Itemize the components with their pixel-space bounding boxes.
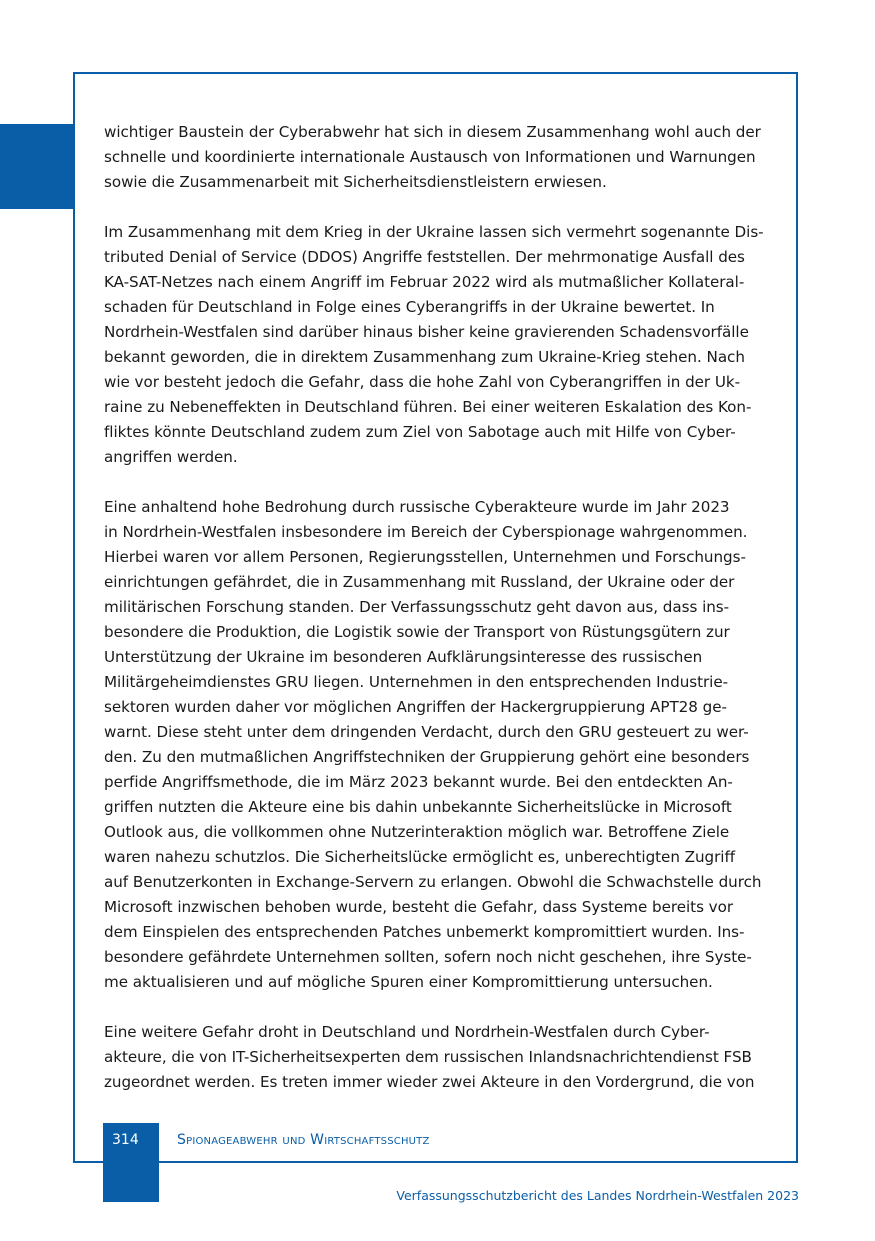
text-line: dem Einspielen des entsprechenden Patches unbemerkt kompromittiert wurden. Ins- [104, 923, 745, 941]
text-line: fliktes könnte Deutschland zudem zum Ziel von Sabotage auch mit Hilfe von Cyber- [104, 423, 736, 441]
section-title: Spionageabwehr und Wirtschaftsschutz [177, 1132, 430, 1148]
text-line: einrichtungen gefährdet, die in Zusammenhang mit Russland, der Ukraine oder der [104, 573, 735, 591]
paragraph [104, 1020, 776, 1095]
text-line: Nordrhein-Westfalen sind darüber hinaus bisher keine gravierenden Schadensvorfälle [104, 323, 749, 341]
text-line: perfide Angriffsmethode, die im März 2023 bekannt wurde. Bei den entdeckten An- [104, 773, 733, 791]
text-line: in Nordrhein-Westfalen insbesondere im Bereich der Cyberspionage wahrgenommen. [104, 523, 748, 541]
text-line: Hierbei waren vor allem Personen, Regierungsstellen, Unternehmen und Forschungs- [104, 548, 746, 566]
text-line: bekannt geworden, die in direktem Zusammenhang zum Ukraine-Krieg stehen. Nach [104, 348, 745, 366]
paragraph [104, 220, 776, 470]
text-line: Militärgeheimdienstes GRU liegen. Unternehmen in den entsprechenden Industrie- [104, 673, 729, 691]
text-line: raine zu Nebeneffekten in Deutschland führen. Bei einer weiteren Eskalation des Kon- [104, 398, 752, 416]
text-line: akteure, die von IT-Sicherheitsexperten dem russischen Inlandsnachrichtendienst FSB [104, 1048, 752, 1066]
text-line: besondere gefährdete Unternehmen sollten, sofern noch nicht geschehen, ihre Syste- [104, 948, 752, 966]
text-line: besondere die Produktion, die Logistik sowie der Transport von Rüstungsgütern zur [104, 623, 730, 641]
page-number: 314 [112, 1132, 139, 1148]
text-line: wie vor besteht jedoch die Gefahr, dass die hohe Zahl von Cyberangriffen in der Uk- [104, 373, 741, 391]
paragraph [104, 120, 776, 195]
text-line: Im Zusammenhang mit dem Krieg in der Ukraine lassen sich vermehrt sogenannte Dis- [104, 223, 764, 241]
text-line: schnelle und koordinierte internationale Austausch von Informationen und Warnungen [104, 148, 756, 166]
text-line: Eine weitere Gefahr droht in Deutschland und Nordrhein-Westfalen durch Cyber- [104, 1023, 710, 1041]
text-line: Eine anhaltend hohe Bedrohung durch russische Cyberakteure wurde im Jahr 2023 [104, 498, 730, 516]
text-line: sektoren wurden daher vor möglichen Angriffen der Hackergruppierung APT28 ge- [104, 698, 727, 716]
text-line: zugeordnet werden. Es treten immer wieder zwei Akteure in den Vordergrund, die von [104, 1073, 755, 1091]
text-line: schaden für Deutschland in Folge eines Cyberangriffs in der Ukraine bewertet. In [104, 298, 715, 316]
side-tab-marker [0, 124, 74, 209]
text-line: sowie die Zusammenarbeit mit Sicherheitsdienstleistern erwiesen. [104, 173, 607, 191]
text-line: waren nahezu schutzlos. Die Sicherheitslücke ermöglicht es, unberechtigten Zugriff [104, 848, 736, 866]
text-line: KA-SAT-Netzes nach einem Angriff im Februar 2022 wird als mutmaßlicher Kollateral- [104, 273, 745, 291]
publication-title: Verfassungsschutzbericht des Landes Nordrhein-Westfalen 2023 [396, 1188, 799, 1203]
text-line: Outlook aus, die vollkommen ohne Nutzerinteraktion möglich war. Betroffene Ziele [104, 823, 730, 841]
paragraph [104, 495, 776, 995]
text-line: Microsoft inzwischen behoben wurde, besteht die Gefahr, dass Systeme bereits vor [104, 898, 734, 916]
text-line: me aktualisieren und auf mögliche Spuren einer Kompromittierung untersuchen. [104, 973, 713, 991]
text-line: wichtiger Baustein der Cyberabwehr hat sich in diesem Zusammenhang wohl auch der [104, 123, 761, 141]
text-line: auf Benutzerkonten in Exchange-Servern zu erlangen. Obwohl die Schwachstelle durch [104, 873, 762, 891]
text-line: militärischen Forschung standen. Der Verfassungsschutz geht davon aus, dass ins- [104, 598, 730, 616]
body-text [104, 120, 776, 1120]
text-line: warnt. Diese steht unter dem dringenden Verdacht, durch den GRU gesteuert zu wer- [104, 723, 749, 741]
text-line: angriffen werden. [104, 448, 238, 466]
text-line: den. Zu den mutmaßlichen Angriffstechniken der Gruppierung gehört eine besonders [104, 748, 750, 766]
text-line: Unterstützung der Ukraine im besonderen Aufklärungsinteresse des russischen [104, 648, 703, 666]
text-line: griffen nutzten die Akteure eine bis dahin unbekannte Sicherheitslücke in Microsoft [104, 798, 732, 816]
text-line: tributed Denial of Service (DDOS) Angriffe feststellen. Der mehrmonatige Ausfall des [104, 248, 745, 266]
